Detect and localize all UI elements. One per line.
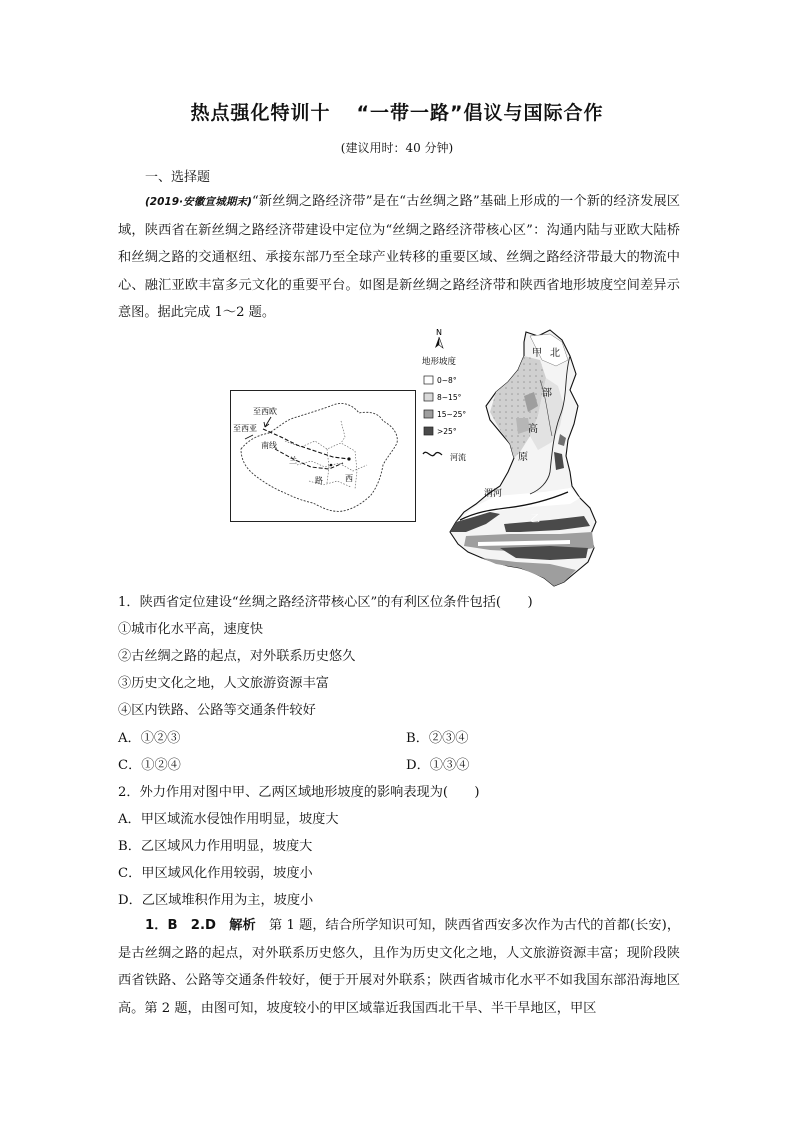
arrow-to-west-europe: [265, 417, 271, 427]
intro-paragraph: [118, 188, 680, 327]
q2-option-d: D．乙区域堆积作用为主，坡度小: [118, 893, 314, 908]
q2-option-b: B．乙区域风力作用明显，坡度大: [118, 839, 313, 854]
china-outline: [241, 403, 397, 511]
label-jia: 甲: [532, 348, 542, 359]
legend-river-symbol: [423, 452, 442, 455]
q1-item-1: ①城市化水平高，速度快: [118, 622, 264, 637]
silk-road-south: [275, 449, 343, 469]
city-dot: [330, 464, 333, 467]
q2-stem: 2．外力作用对图中甲、乙两区域地形坡度的影响表现为( ): [118, 785, 480, 800]
q1-option-c: C．①②④: [118, 758, 181, 773]
label-weihe: 渭河: [484, 489, 503, 499]
legend-title: 地形坡度: [422, 357, 457, 367]
label-yi: 乙: [530, 514, 540, 525]
north-arrow: [435, 328, 443, 348]
question-source: (2019·安徽宣城期末): [145, 196, 252, 208]
legend-label-8-15: 8~15°: [437, 393, 462, 402]
legend-swatch-0-8: [424, 376, 433, 384]
label-gao: 高: [528, 424, 538, 435]
china-silk-road-map: [230, 390, 416, 522]
label-lanzhou: 兰: [289, 456, 297, 465]
label-xi: 西: [345, 474, 353, 483]
section-heading: 一、选择题: [145, 170, 211, 185]
shaanxi-map-svg: [420, 326, 610, 588]
label-road: 路: [315, 476, 323, 485]
china-map-svg: [231, 391, 417, 523]
q1-stem: 1．陕西省定位建设“丝绸之路经济带核心区”的有利区位条件包括( ): [118, 595, 533, 610]
answer-text: 第 1 题，结合所学知识可知，陕西省西安多次作为古代的首都(长安)，是古丝绸之路的起点，对外联系历史悠久，且作为历史文化之地，人文旅游资源丰富；现阶段陕西省铁路、公路等交通条件较好，便于开展对外联系；陕西省城市化水平不如我国东部沿海地区高。第 2 题，由图可知，坡度较小的甲区域靠近我国西北干旱、半干旱地区，甲区: [118, 918, 681, 1016]
label-yuan: 原: [518, 452, 528, 463]
legend-swatch-8-15: [424, 393, 433, 401]
shaanxi-slope-map: [420, 326, 610, 588]
legend-label-15-25: 15~25°: [437, 410, 467, 419]
legend-label-0-8: 0~8°: [437, 376, 457, 385]
q2-option-a: A．甲区域流水侵蚀作用明显，坡度大: [118, 812, 339, 827]
legend-swatch-15-25: [424, 410, 433, 418]
label-to-west-europe: 至西欧: [253, 407, 277, 416]
q1-item-4: ④区内铁路、公路等交通条件较好: [118, 703, 316, 718]
map-figure: [230, 326, 610, 588]
answer-key: 1．B 2.D: [145, 918, 216, 933]
q1-item-3: ③历史文化之地，人文旅游资源丰富: [118, 676, 329, 691]
intro-text: “新丝绸之路经济带”是在“古丝绸之路”基础上形成的一个新的经济发展区域，陕西省在新丝绸之路经济带建设中定位为“丝绸之路经济带核心区”：沟通内陆与亚欧大陆桥和丝绸之路的交通枢纽、承接东部乃至全球产业转移的重要区域、丝绸之路经济带最大的物流中心、融汇亚欧丰富多元文化的重要平台。如图是新丝绸之路经济带和陕西省地形坡度空间差异示意图。据此完成 1～2 题。: [118, 194, 680, 321]
legend-river-label: 河流: [450, 453, 466, 462]
arrow-to-west-asia: [245, 435, 253, 439]
label-to-west-asia: 至西亚: [233, 424, 257, 433]
q1-option-d: D．①③④: [406, 758, 470, 773]
title-right: “一带一路”倡议与国际合作: [356, 102, 604, 124]
label-south-route: 南线: [261, 441, 277, 450]
title-left: 热点强化特训十: [190, 102, 331, 124]
q2-option-c: C．甲区域风化作用较弱，坡度小: [118, 866, 313, 881]
label-bei: 北: [550, 348, 560, 359]
suggested-time: (建议用时：40 分钟): [340, 141, 454, 155]
legend-label-gt25: >25°: [437, 427, 457, 436]
answer-label: 解析: [229, 918, 256, 933]
label-bu: 部: [542, 388, 552, 399]
q1-item-2: ②古丝绸之路的起点，对外联系历史悠久: [118, 649, 356, 664]
city-dot: [347, 457, 350, 460]
answer-explanation: [118, 912, 680, 1022]
q1-option-b: B．②③④: [406, 731, 469, 746]
q1-option-a: A．①②③: [118, 731, 181, 746]
page-title: [0, 98, 794, 125]
svg-text:N: N: [436, 328, 442, 337]
legend-swatch-gt25: [424, 427, 433, 435]
